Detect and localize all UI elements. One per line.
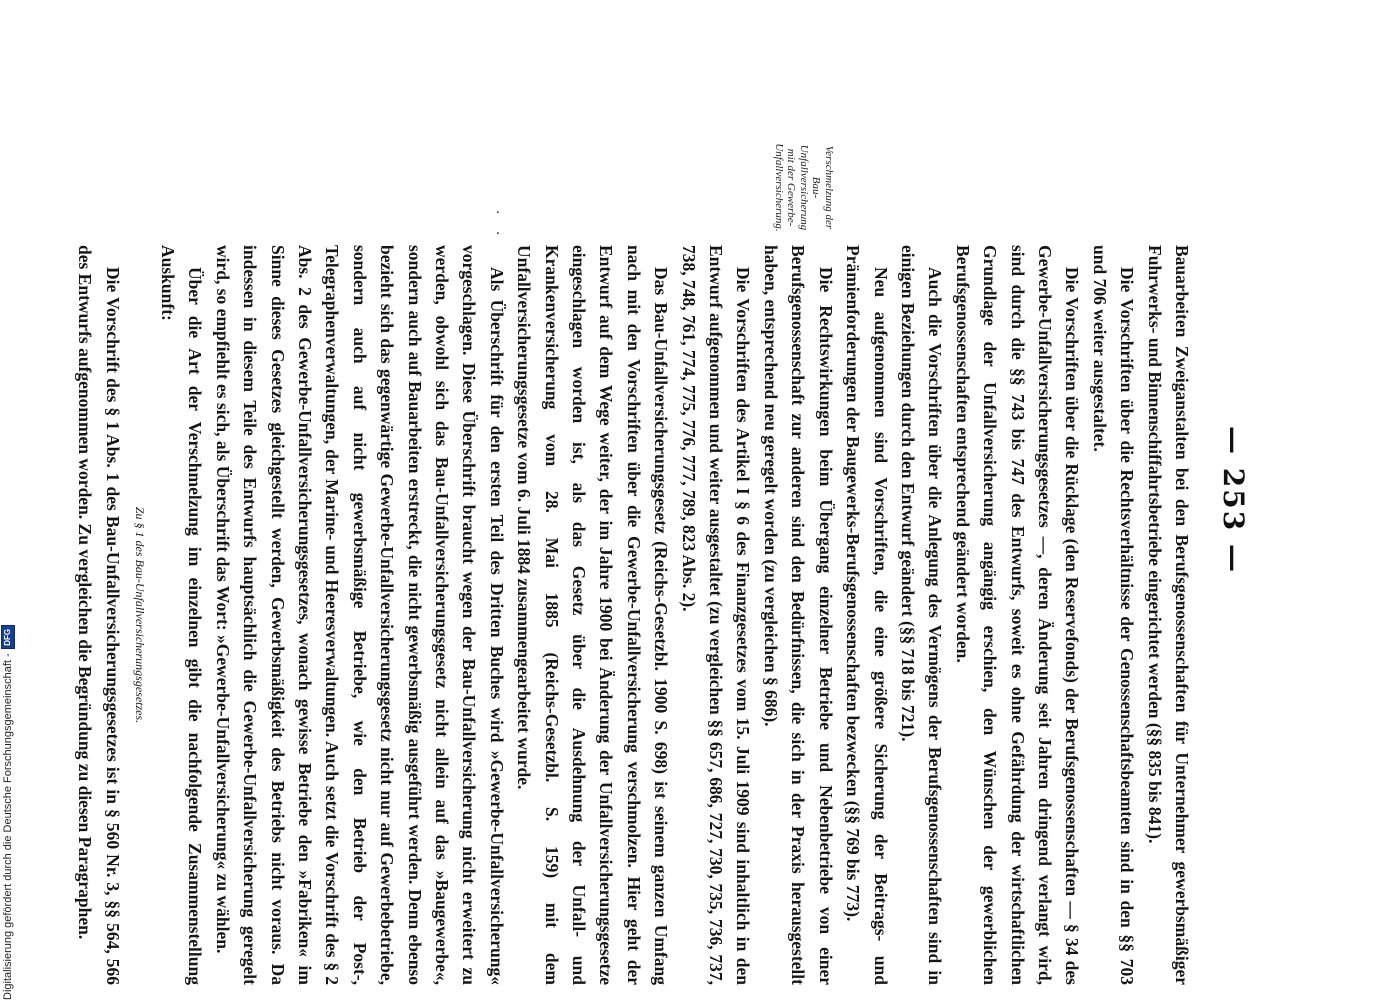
margin-note: Verschmelzung der Bau-Unfallversicherung mit der Gewerbe-Unfallversicherung. [773,143,835,232]
paragraph: Die Vorschriften über die Rechtsverhältnisse der Genossenschaftsbeamten sind in den §§ 703 und 706 weiter ausgestaltet. [1089,245,1138,985]
paragraph: Als Überschrift für den ersten Teil des Dritten Buches wird »Gewerbe-Unfallversicherung« vorgeschlagen. Diese Überschrift braucht wegen der Bau-Unfallversicherung nicht erweitert zu werden, obwohl sich das Bau-Unfallversicherungsgesetz nicht allein auf das »Baugewerbe«, sondern auch auf Bauarbeiten erstreckt, die nicht gewerbsmäßig ausgeführt werden. Denn ebenso bezieht sich das gegenwärtige Gewerbe-Unfallversicherungsgesetz nicht nur auf Gewerbebetriebe, sondern auch auf nicht gewerbsmäßige Betriebe, wie den Betrieb der Post-, Telegraphenverwaltungen, der Marine- und Heeresverwaltungen. Auch setzt die Vorschrift des § 2 Abs. 2 des Gewerbe-Unfallversicherungsgesetzes, wonach gewisse Betriebe den »Fabriken« im Sinne dieses Gesetzes gleichgestellt werden, Gewerbsmäßigkeit des Betriebs nicht voraus. Da indessen in diesem Teile des Entwurfs hauptsächlich die Gewerbe-Unfallversicherung geregelt wird, so empfiehlt es sich, als Überschrift das Wort: »Gewerbe-Unfallversicherung« zu wählen. [212,245,507,985]
scanned-page [75,0,1265,1000]
footer-credit [0,0,16,1000]
paragraph: Die Vorschriften über die Rücklage (den Reservefonds) der Berufsgenossenschaften — § 34 des Gewerbe-Unfallversicherungsgesetzes —, deren Änderung seit Jahren dringend verlangt wird, sind durch die §§ 743 bis 747 des Entwurfs, soweit es ohne Gefährdung der wirtschaftlichen Grundlage der Unfallversicherung angängig erschien, den Wünschen der gewerblichen Berufsgenossenschaften entsprechend geändert worden. [952,245,1083,985]
paragraph: Über die Art der Verschmelzung im einzelnen gibt die nachfolgende Zusammenstellung Auskunft: [157,245,206,985]
dfg-logo-icon: DFG [1,625,15,649]
paragraph: Die Rechtswirkungen beim Übergang einzelner Betriebe und Nebenbetriebe von einer Berufsgenossenschaft zur anderen sind den Bedürfnissen, die sich in der Praxis herausgestellt haben, entsprechend neu geregelt worden (zu vergleichen § 686). [760,245,836,985]
paragraph: Neu aufgenommen sind Vorschriften, die eine größere Sicherung der Beitrags- und Prämienforderungen der Baugewerks-Berufsgenossenschaften bezwecken (§§ 769 bis 773). [843,245,891,985]
paragraph: Die Vorschrift des § 1 Abs. 1 des Bau-Unfallversicherungsgesetzes ist in § 560 Nr. 3, §§ 564, 566 des Entwurfs aufgenommen worden. Zu vergleichen die Begründung zu diesen Paragraphen. [75,245,123,985]
paragraph: Auch die Vorschriften über die Anlegung des Vermögens der Berufsgenossenschaften sind in einigen Beziehungen durch den Entwurf geändert (§§ 718 bis 721). [897,245,946,985]
paragraph: Die Vorschriften des Artikel I § 6 des Finanzgesetzes vom 15. Juli 1909 sind inhaltlich in den Entwurf aufgenommen und weiter ausgestaltet (zu vergleichen §§ 657, 686, 727, 730, 735, 736, 737, 738, 748, 761, 774, 775, 776, 777, 789, 823 Abs. 2). [678,245,754,985]
paragraph: Das Bau-Unfallversicherungsgesetz (Reichs-Gesetzbl. 1900 S. 698) ist seinem ganzen Umfang nach mit den Vorschriften über die Gewerbe-Unfallversicherung verschmolzen. Hier geht der Entwurf auf dem Wege weiter, der im Jahre 1900 bei Änderung der Unfallversicherungsgesetze eingeschlagen worden ist, als das Gesetz über die Ausdehnung der Unfall- und Krankenversicherung vom 28. Mai 1885 (Reichs-Gesetzbl. S. 159) mit dem Unfallversicherungsgesetze vom 6. Juli 1884 zusammengearbeitet wurde. [514,245,672,985]
body-text [71,245,1195,985]
section-note: Zu § 1 des Bau-Unfallversicherungsgesetzes. [132,506,147,724]
paragraph: Bauarbeiten Zweiganstalten bei den Berufsgenossenschaften für Unternehmer gewerbsmäßiger Fuhrwerks- und Binnenschiffahrtsbetriebe eingerichtet werden (§§ 835 bis 841). [1144,245,1192,985]
page-number: — 253 — [1217,426,1250,574]
digitization-footer [0,0,18,1000]
footer-credit-text: Digitalisierung gefördert durch die Deutsche Forschungsgemeinschaft - [2,653,14,1000]
ink-speck: · · [489,210,505,242]
